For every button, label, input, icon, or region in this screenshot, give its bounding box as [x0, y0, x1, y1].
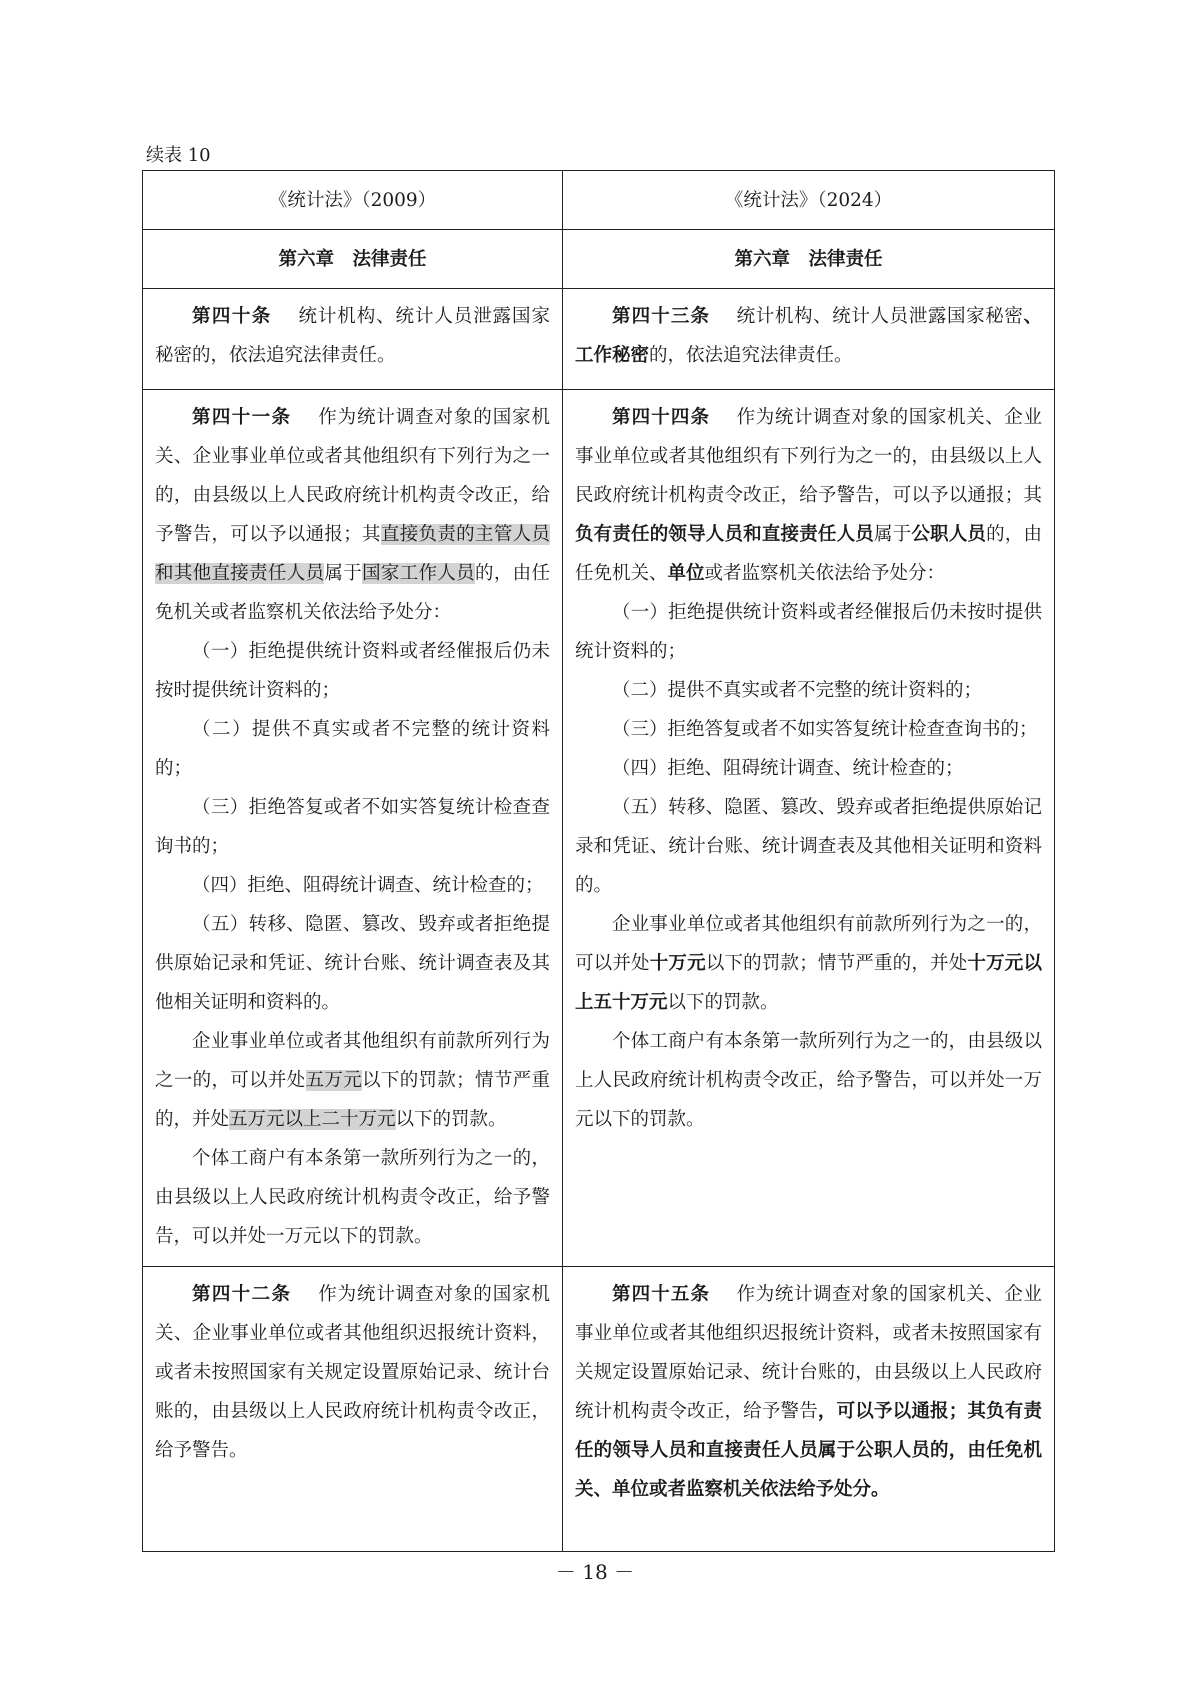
comparison-table: [142, 170, 1055, 1552]
list-item: （五）转移、隐匿、篡改、毁弃或者拒绝提供原始记录和凭证、统计台账、统计调查表及其他相关证明和资料的。: [155, 914, 550, 1013]
header-2009: 《统计法》（2009）: [143, 171, 563, 230]
list-item: （二）提供不真实或者不完整的统计资料的；: [612, 680, 983, 701]
amended-text: 负有责任的领导人员和直接责任人员: [575, 524, 874, 545]
article-text: 企业事业单位或者其他组织有前款所列行为之一的，可以并处: [575, 914, 1042, 974]
list-item: （五）转移、隐匿、篡改、毁弃或者拒绝提供原始记录和凭证、统计台账、统计调查表及其他相关证明和资料的。: [575, 797, 1042, 896]
article-41-para-2: [155, 1022, 550, 1139]
chapter-2024: 第六章 法律责任: [563, 230, 1055, 289]
article-label: 第四十条: [192, 306, 272, 327]
article-41-para-1: [155, 398, 550, 632]
article-text: 作为统计调查对象的国家机关、企业事业单位或者其他组织迟报统计资料，或者未按照国家有关规定设置原始记录、统计台账的，由县级以上人民政府统计机构责令改正，给予警告。: [155, 1284, 550, 1461]
page-number: － 18 －: [555, 1560, 635, 1584]
amended-text: 、工作秘密: [575, 306, 1042, 366]
table-row: [143, 1267, 1055, 1552]
article-label: 第四十四条: [612, 407, 711, 428]
table-row: [143, 289, 1055, 390]
list-item: （四）拒绝、阻碍统计调查、统计检查的；: [192, 875, 544, 896]
article-44-para-3: 个体工商户有本条第一款所列行为之一的，由县级以上人民政府统计机构责令改正，给予警告，可以并处一万元以下的罚款。: [575, 1031, 1042, 1130]
amended-text: 公职人员: [911, 524, 987, 545]
article-label: 第四十三条: [612, 306, 711, 327]
article-label: 第四十一条: [192, 407, 292, 428]
article-45-cell: [563, 1267, 1055, 1552]
article-40: [155, 297, 550, 375]
article-text: 作为统计调查对象的国家机关、企业事业单位或者其他组织迟报统计资料，或者未按照国家有关规定设置原始记录、统计台账的，由县级以上人民政府统计机构责令改正，给予警告: [575, 1284, 1042, 1422]
article-text: 以下的罚款。: [395, 1109, 507, 1130]
highlighted-text: 五万元以上二十万元: [229, 1109, 396, 1130]
article-text: 统计机构、统计人员泄露国家秘密: [736, 306, 1024, 327]
article-41-cell: [143, 390, 563, 1267]
article-label: 第四十五条: [612, 1284, 711, 1305]
article-41-para-3: 个体工商户有本条第一款所列行为之一的，由县级以上人民政府统计机构责令改正，给予警告，可以并处一万元以下的罚款。: [155, 1148, 550, 1247]
article-40-cell: [143, 289, 563, 390]
article-text: 的，由任免机关、: [575, 524, 1042, 584]
article-text: 统计机构、统计人员泄露国家秘密的，依法追究法律责任。: [155, 306, 550, 366]
list-item: （四）拒绝、阻碍统计调查、统计检查的；: [612, 758, 964, 779]
article-text: 作为统计调查对象的国家机关、企业事业单位或者其他组织有下列行为之一的，由县级以上人民政府统计机构责令改正，给予警告，可以予以通报；其: [575, 407, 1042, 506]
highlighted-text: 直接负责的主管人员和其他直接责任人员: [155, 524, 550, 584]
article-43-cell: [563, 289, 1055, 390]
header-2024: 《统计法》（2024）: [563, 171, 1055, 230]
highlighted-text: 五万元: [305, 1070, 363, 1091]
table-row: [143, 390, 1055, 1267]
amended-text: 十万元以上五十万元: [575, 953, 1042, 1013]
article-43: [575, 297, 1042, 375]
article-42: [155, 1275, 550, 1470]
article-text: 的，由任免机关或者监察机关依法给予处分：: [155, 563, 550, 623]
article-text: 的，依法追究法律责任。: [649, 345, 853, 366]
list-item: （二）提供不真实或者不完整的统计资料的；: [155, 719, 550, 779]
article-text: 以下的罚款。: [667, 992, 779, 1013]
header-row: [143, 171, 1055, 230]
article-text: 或者监察机关依法给予处分：: [704, 563, 946, 584]
article-text: 以下的罚款；情节严重的，并处: [705, 953, 968, 974]
article-text: 企业事业单位或者其他组织有前款所列行为之一的，可以并处: [155, 1031, 550, 1091]
list-item: （三）拒绝答复或者不如实答复统计检查查询书的；: [155, 797, 550, 857]
article-text: 以下的罚款；情节严重的，并处: [155, 1070, 550, 1130]
article-label: 第四十二条: [192, 1284, 292, 1305]
article-44-cell: [563, 390, 1055, 1267]
article-44-para-2: [575, 905, 1042, 1022]
highlighted-text: 国家工作人员: [362, 563, 475, 584]
amended-text: 十万元: [649, 953, 706, 974]
article-44-para-1: [575, 398, 1042, 593]
article-text: 作为统计调查对象的国家机关、企业事业单位或者其他组织有下列行为之一的，由县级以上人民政府统计机构责令改正，给予警告，可以予以通报；其: [155, 407, 550, 545]
chapter-2009: 第六章 法律责任: [143, 230, 563, 289]
table-caption: 续表 10: [146, 145, 211, 166]
list-item: （一）拒绝提供统计资料或者经催报后仍未按时提供统计资料的；: [155, 641, 550, 701]
amended-text: 单位: [667, 563, 705, 584]
article-text: 属于: [873, 524, 912, 545]
chapter-row: [143, 230, 1055, 289]
article-45: [575, 1275, 1042, 1509]
article-42-cell: [143, 1267, 563, 1552]
list-item: （三）拒绝答复或者不如实答复统计检查查询书的；: [612, 719, 1038, 740]
list-item: （一）拒绝提供统计资料或者经催报后仍未按时提供统计资料的；: [575, 602, 1042, 662]
amended-text: ，可以予以通报；其负有责任的领导人员和直接责任人员属于公职人员的，由任免机关、单位或者监察机关依法给予处分。: [575, 1401, 1042, 1500]
article-text: 属于: [324, 563, 363, 584]
